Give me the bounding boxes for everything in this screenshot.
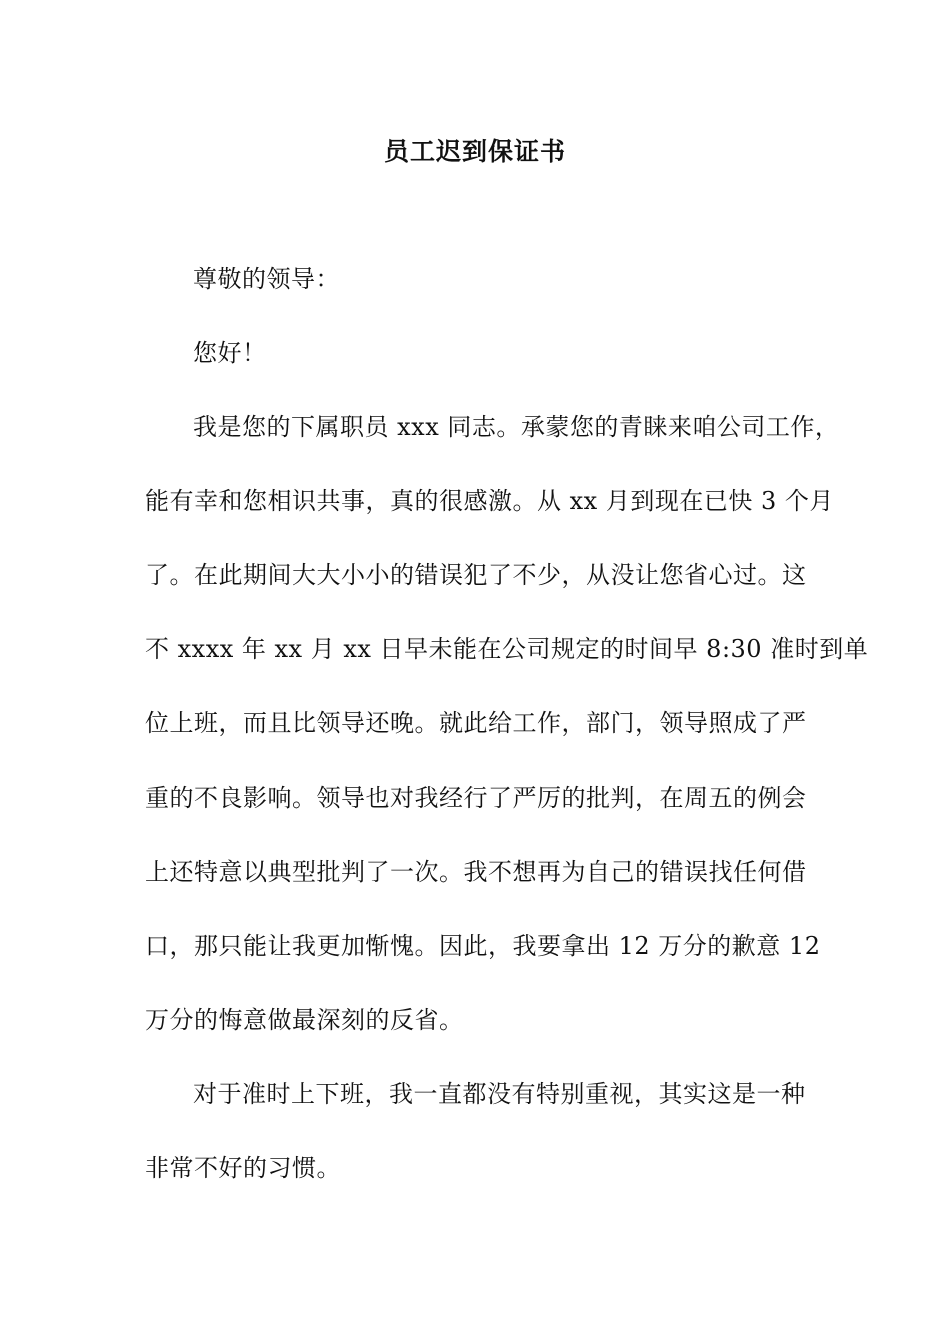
paragraph-1-line-8: 口，那只能让我更加惭愧。因此，我要拿出 12 万分的歉意 12 [145, 932, 821, 960]
paragraph-1-line-6: 重的不良影响。领导也对我经行了严厉的批判，在周五的例会 [145, 784, 807, 812]
paragraph-2-line-1: 对于准时上下班，我一直都没有特别重视，其实这是一种 [193, 1080, 806, 1108]
paragraph-1-line-5: 位上班，而且比领导还晚。就此给工作，部门，领导照成了严 [145, 709, 807, 737]
paragraph-2-line-2: 非常不好的习惯。 [145, 1154, 341, 1182]
paragraph-1-line-4: 不 xxxx 年 xx 月 xx 日早未能在公司规定的时间早 8:30 准时到单 [145, 635, 869, 663]
paragraph-1-line-1: 我是您的下属职员 xxx 同志。承蒙您的青睐来咱公司工作， [193, 413, 840, 441]
paragraph-1-line-7: 上还特意以典型批判了一次。我不想再为自己的错误找任何借 [145, 858, 807, 886]
salutation: 尊敬的领导： [193, 265, 340, 293]
paragraph-1-line-2: 能有幸和您相识共事，真的很感激。从 xx 月到现在已快 3 个月 [145, 487, 834, 515]
greeting: 您好！ [193, 339, 267, 367]
paragraph-1-line-3: 了。在此期间大大小小的错误犯了不少，从没让您省心过。这 [145, 561, 807, 589]
document-title: 员工迟到保证书 [383, 137, 566, 166]
paragraph-1-line-9: 万分的悔意做最深刻的反省。 [145, 1006, 464, 1034]
